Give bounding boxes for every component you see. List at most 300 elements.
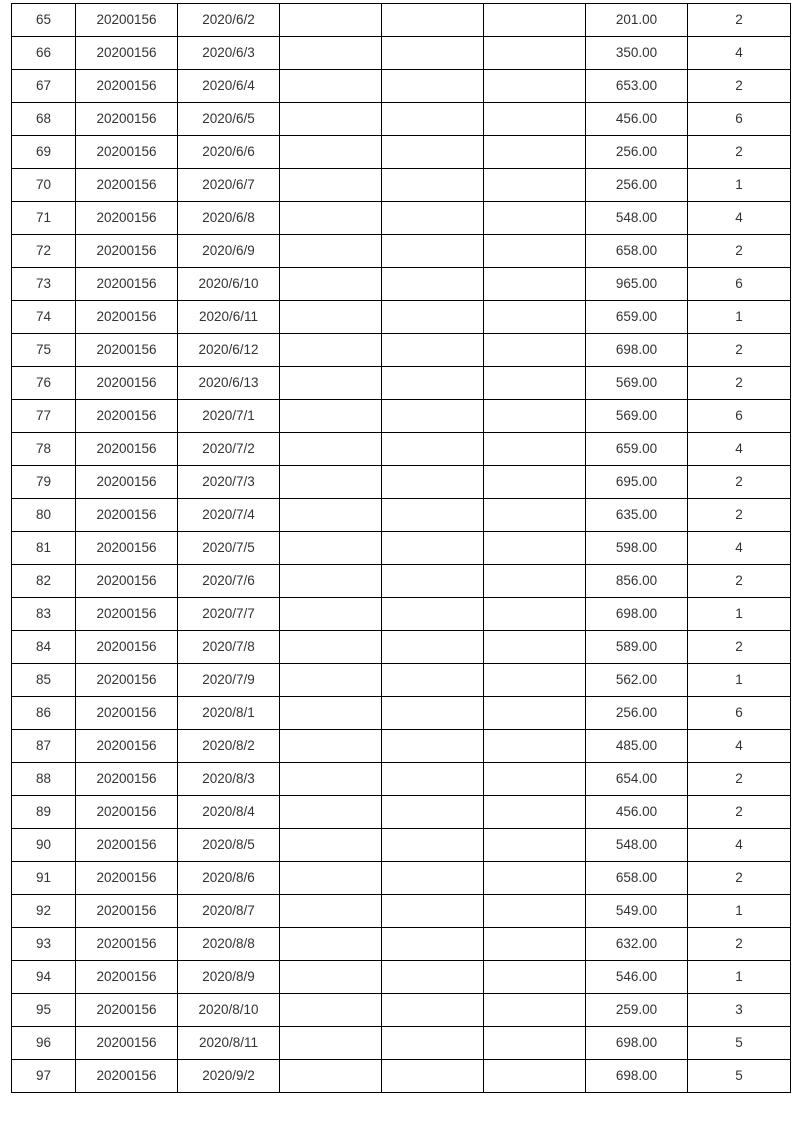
code-cell: 20200156 [76,499,178,532]
empty-cell [382,235,484,268]
quantity-cell: 2 [688,796,791,829]
empty-cell [484,433,586,466]
code-cell: 20200156 [76,70,178,103]
code-cell: 20200156 [76,4,178,37]
row-index-cell: 69 [12,136,76,169]
empty-cell [280,367,382,400]
empty-cell [484,763,586,796]
row-index-cell: 66 [12,37,76,70]
empty-cell [382,664,484,697]
table-body [12,4,791,1093]
code-cell: 20200156 [76,136,178,169]
empty-cell [484,961,586,994]
empty-cell [280,301,382,334]
quantity-cell: 5 [688,1060,791,1093]
amount-cell: 256.00 [586,697,688,730]
amount-cell: 201.00 [586,4,688,37]
code-cell: 20200156 [76,268,178,301]
date-cell: 2020/7/7 [178,598,280,631]
amount-cell: 659.00 [586,301,688,334]
records-table [11,3,791,1093]
quantity-cell: 1 [688,598,791,631]
empty-cell [280,664,382,697]
empty-cell [484,895,586,928]
empty-cell [382,433,484,466]
empty-cell [280,169,382,202]
row-index-cell: 68 [12,103,76,136]
empty-cell [484,664,586,697]
code-cell: 20200156 [76,631,178,664]
empty-cell [280,730,382,763]
table-row [12,499,791,532]
row-index-cell: 78 [12,433,76,466]
quantity-cell: 2 [688,466,791,499]
code-cell: 20200156 [76,697,178,730]
amount-cell: 569.00 [586,400,688,433]
row-index-cell: 97 [12,1060,76,1093]
document-page [11,3,791,1093]
table-row [12,895,791,928]
date-cell: 2020/8/1 [178,697,280,730]
table-row [12,829,791,862]
empty-cell [382,763,484,796]
amount-cell: 654.00 [586,763,688,796]
empty-cell [280,103,382,136]
empty-cell [484,103,586,136]
quantity-cell: 4 [688,433,791,466]
quantity-cell: 6 [688,697,791,730]
empty-cell [484,631,586,664]
quantity-cell: 2 [688,334,791,367]
date-cell: 2020/8/3 [178,763,280,796]
empty-cell [280,334,382,367]
table-row [12,796,791,829]
row-index-cell: 91 [12,862,76,895]
table-row [12,961,791,994]
code-cell: 20200156 [76,103,178,136]
empty-cell [484,400,586,433]
empty-cell [382,268,484,301]
amount-cell: 256.00 [586,169,688,202]
date-cell: 2020/6/4 [178,70,280,103]
row-index-cell: 90 [12,829,76,862]
date-cell: 2020/9/2 [178,1060,280,1093]
row-index-cell: 79 [12,466,76,499]
table-row [12,1027,791,1060]
quantity-cell: 1 [688,169,791,202]
empty-cell [280,994,382,1027]
quantity-cell: 4 [688,202,791,235]
date-cell: 2020/7/9 [178,664,280,697]
table-row [12,235,791,268]
date-cell: 2020/6/9 [178,235,280,268]
empty-cell [484,169,586,202]
code-cell: 20200156 [76,301,178,334]
quantity-cell: 2 [688,928,791,961]
code-cell: 20200156 [76,433,178,466]
table-row [12,4,791,37]
row-index-cell: 84 [12,631,76,664]
code-cell: 20200156 [76,400,178,433]
quantity-cell: 6 [688,103,791,136]
empty-cell [280,598,382,631]
empty-cell [382,598,484,631]
empty-cell [484,37,586,70]
quantity-cell: 2 [688,136,791,169]
empty-cell [280,565,382,598]
amount-cell: 856.00 [586,565,688,598]
row-index-cell: 95 [12,994,76,1027]
empty-cell [484,565,586,598]
empty-cell [484,70,586,103]
table-row [12,466,791,499]
empty-cell [484,136,586,169]
empty-cell [484,1060,586,1093]
table-row [12,730,791,763]
table-row [12,664,791,697]
empty-cell [484,466,586,499]
empty-cell [484,796,586,829]
code-cell: 20200156 [76,1027,178,1060]
date-cell: 2020/6/3 [178,37,280,70]
date-cell: 2020/6/10 [178,268,280,301]
date-cell: 2020/6/5 [178,103,280,136]
row-index-cell: 82 [12,565,76,598]
empty-cell [382,169,484,202]
quantity-cell: 1 [688,664,791,697]
date-cell: 2020/7/4 [178,499,280,532]
row-index-cell: 85 [12,664,76,697]
table-row [12,862,791,895]
date-cell: 2020/8/2 [178,730,280,763]
empty-cell [280,895,382,928]
row-index-cell: 83 [12,598,76,631]
empty-cell [280,400,382,433]
amount-cell: 598.00 [586,532,688,565]
empty-cell [280,4,382,37]
date-cell: 2020/8/4 [178,796,280,829]
table-row [12,37,791,70]
quantity-cell: 1 [688,895,791,928]
row-index-cell: 89 [12,796,76,829]
empty-cell [280,763,382,796]
code-cell: 20200156 [76,961,178,994]
date-cell: 2020/7/3 [178,466,280,499]
amount-cell: 659.00 [586,433,688,466]
table-row [12,169,791,202]
code-cell: 20200156 [76,664,178,697]
table-row [12,334,791,367]
table-row [12,70,791,103]
empty-cell [484,367,586,400]
row-index-cell: 87 [12,730,76,763]
empty-cell [280,862,382,895]
code-cell: 20200156 [76,37,178,70]
quantity-cell: 4 [688,532,791,565]
empty-cell [280,829,382,862]
row-index-cell: 94 [12,961,76,994]
empty-cell [382,1027,484,1060]
quantity-cell: 2 [688,4,791,37]
code-cell: 20200156 [76,565,178,598]
empty-cell [280,961,382,994]
amount-cell: 562.00 [586,664,688,697]
empty-cell [280,928,382,961]
table-row [12,994,791,1027]
empty-cell [484,697,586,730]
quantity-cell: 2 [688,565,791,598]
empty-cell [280,433,382,466]
amount-cell: 589.00 [586,631,688,664]
empty-cell [484,829,586,862]
table-row [12,136,791,169]
row-index-cell: 80 [12,499,76,532]
quantity-cell: 2 [688,631,791,664]
empty-cell [382,400,484,433]
empty-cell [382,499,484,532]
code-cell: 20200156 [76,169,178,202]
empty-cell [382,829,484,862]
amount-cell: 456.00 [586,796,688,829]
amount-cell: 456.00 [586,103,688,136]
row-index-cell: 65 [12,4,76,37]
table-row [12,367,791,400]
empty-cell [382,565,484,598]
empty-cell [280,268,382,301]
date-cell: 2020/7/1 [178,400,280,433]
empty-cell [382,994,484,1027]
empty-cell [382,70,484,103]
amount-cell: 695.00 [586,466,688,499]
date-cell: 2020/6/6 [178,136,280,169]
amount-cell: 698.00 [586,598,688,631]
row-index-cell: 92 [12,895,76,928]
empty-cell [382,367,484,400]
code-cell: 20200156 [76,895,178,928]
empty-cell [382,334,484,367]
date-cell: 2020/6/11 [178,301,280,334]
empty-cell [280,235,382,268]
quantity-cell: 2 [688,70,791,103]
date-cell: 2020/8/6 [178,862,280,895]
date-cell: 2020/8/9 [178,961,280,994]
empty-cell [484,4,586,37]
empty-cell [484,730,586,763]
amount-cell: 259.00 [586,994,688,1027]
code-cell: 20200156 [76,862,178,895]
quantity-cell: 6 [688,400,791,433]
code-cell: 20200156 [76,994,178,1027]
amount-cell: 548.00 [586,829,688,862]
empty-cell [280,796,382,829]
table-row [12,268,791,301]
code-cell: 20200156 [76,796,178,829]
row-index-cell: 70 [12,169,76,202]
quantity-cell: 6 [688,268,791,301]
table-row [12,928,791,961]
empty-cell [484,532,586,565]
row-index-cell: 96 [12,1027,76,1060]
empty-cell [382,697,484,730]
row-index-cell: 88 [12,763,76,796]
date-cell: 2020/8/5 [178,829,280,862]
amount-cell: 658.00 [586,862,688,895]
table-row [12,202,791,235]
quantity-cell: 1 [688,961,791,994]
table-row [12,1060,791,1093]
empty-cell [280,70,382,103]
empty-cell [382,466,484,499]
quantity-cell: 2 [688,499,791,532]
table-row [12,103,791,136]
quantity-cell: 4 [688,829,791,862]
quantity-cell: 2 [688,763,791,796]
empty-cell [484,928,586,961]
empty-cell [484,301,586,334]
amount-cell: 635.00 [586,499,688,532]
quantity-cell: 2 [688,367,791,400]
empty-cell [484,598,586,631]
empty-cell [484,202,586,235]
empty-cell [280,202,382,235]
empty-cell [382,928,484,961]
amount-cell: 548.00 [586,202,688,235]
date-cell: 2020/7/5 [178,532,280,565]
empty-cell [382,103,484,136]
amount-cell: 698.00 [586,1027,688,1060]
empty-cell [382,136,484,169]
empty-cell [382,895,484,928]
date-cell: 2020/6/13 [178,367,280,400]
table-row [12,532,791,565]
empty-cell [484,994,586,1027]
table-row [12,598,791,631]
date-cell: 2020/6/2 [178,4,280,37]
table-row [12,763,791,796]
row-index-cell: 67 [12,70,76,103]
row-index-cell: 76 [12,367,76,400]
code-cell: 20200156 [76,334,178,367]
amount-cell: 546.00 [586,961,688,994]
date-cell: 2020/7/8 [178,631,280,664]
empty-cell [280,136,382,169]
empty-cell [382,796,484,829]
empty-cell [382,1060,484,1093]
amount-cell: 632.00 [586,928,688,961]
empty-cell [484,334,586,367]
row-index-cell: 72 [12,235,76,268]
empty-cell [280,1060,382,1093]
table-row [12,433,791,466]
amount-cell: 256.00 [586,136,688,169]
empty-cell [382,961,484,994]
amount-cell: 569.00 [586,367,688,400]
date-cell: 2020/8/7 [178,895,280,928]
row-index-cell: 74 [12,301,76,334]
quantity-cell: 1 [688,301,791,334]
code-cell: 20200156 [76,235,178,268]
row-index-cell: 81 [12,532,76,565]
quantity-cell: 3 [688,994,791,1027]
code-cell: 20200156 [76,532,178,565]
empty-cell [382,862,484,895]
empty-cell [280,532,382,565]
quantity-cell: 5 [688,1027,791,1060]
empty-cell [382,202,484,235]
quantity-cell: 2 [688,862,791,895]
table-row [12,631,791,664]
empty-cell [280,499,382,532]
amount-cell: 698.00 [586,334,688,367]
amount-cell: 549.00 [586,895,688,928]
row-index-cell: 77 [12,400,76,433]
empty-cell [382,730,484,763]
code-cell: 20200156 [76,928,178,961]
empty-cell [484,499,586,532]
empty-cell [382,37,484,70]
row-index-cell: 75 [12,334,76,367]
empty-cell [280,1027,382,1060]
empty-cell [280,37,382,70]
row-index-cell: 86 [12,697,76,730]
row-index-cell: 73 [12,268,76,301]
quantity-cell: 4 [688,37,791,70]
table-row [12,301,791,334]
date-cell: 2020/8/8 [178,928,280,961]
amount-cell: 965.00 [586,268,688,301]
date-cell: 2020/6/12 [178,334,280,367]
quantity-cell: 4 [688,730,791,763]
code-cell: 20200156 [76,598,178,631]
table-row [12,400,791,433]
quantity-cell: 2 [688,235,791,268]
date-cell: 2020/6/8 [178,202,280,235]
date-cell: 2020/6/7 [178,169,280,202]
date-cell: 2020/8/11 [178,1027,280,1060]
row-index-cell: 93 [12,928,76,961]
date-cell: 2020/8/10 [178,994,280,1027]
amount-cell: 485.00 [586,730,688,763]
amount-cell: 698.00 [586,1060,688,1093]
empty-cell [382,532,484,565]
code-cell: 20200156 [76,763,178,796]
amount-cell: 658.00 [586,235,688,268]
empty-cell [484,862,586,895]
table-row [12,697,791,730]
date-cell: 2020/7/2 [178,433,280,466]
code-cell: 20200156 [76,829,178,862]
empty-cell [484,1027,586,1060]
row-index-cell: 71 [12,202,76,235]
amount-cell: 350.00 [586,37,688,70]
empty-cell [280,697,382,730]
empty-cell [382,301,484,334]
empty-cell [382,4,484,37]
empty-cell [382,631,484,664]
empty-cell [280,631,382,664]
code-cell: 20200156 [76,367,178,400]
empty-cell [484,235,586,268]
code-cell: 20200156 [76,466,178,499]
code-cell: 20200156 [76,730,178,763]
empty-cell [280,466,382,499]
empty-cell [484,268,586,301]
table-row [12,565,791,598]
code-cell: 20200156 [76,202,178,235]
amount-cell: 653.00 [586,70,688,103]
code-cell: 20200156 [76,1060,178,1093]
date-cell: 2020/7/6 [178,565,280,598]
